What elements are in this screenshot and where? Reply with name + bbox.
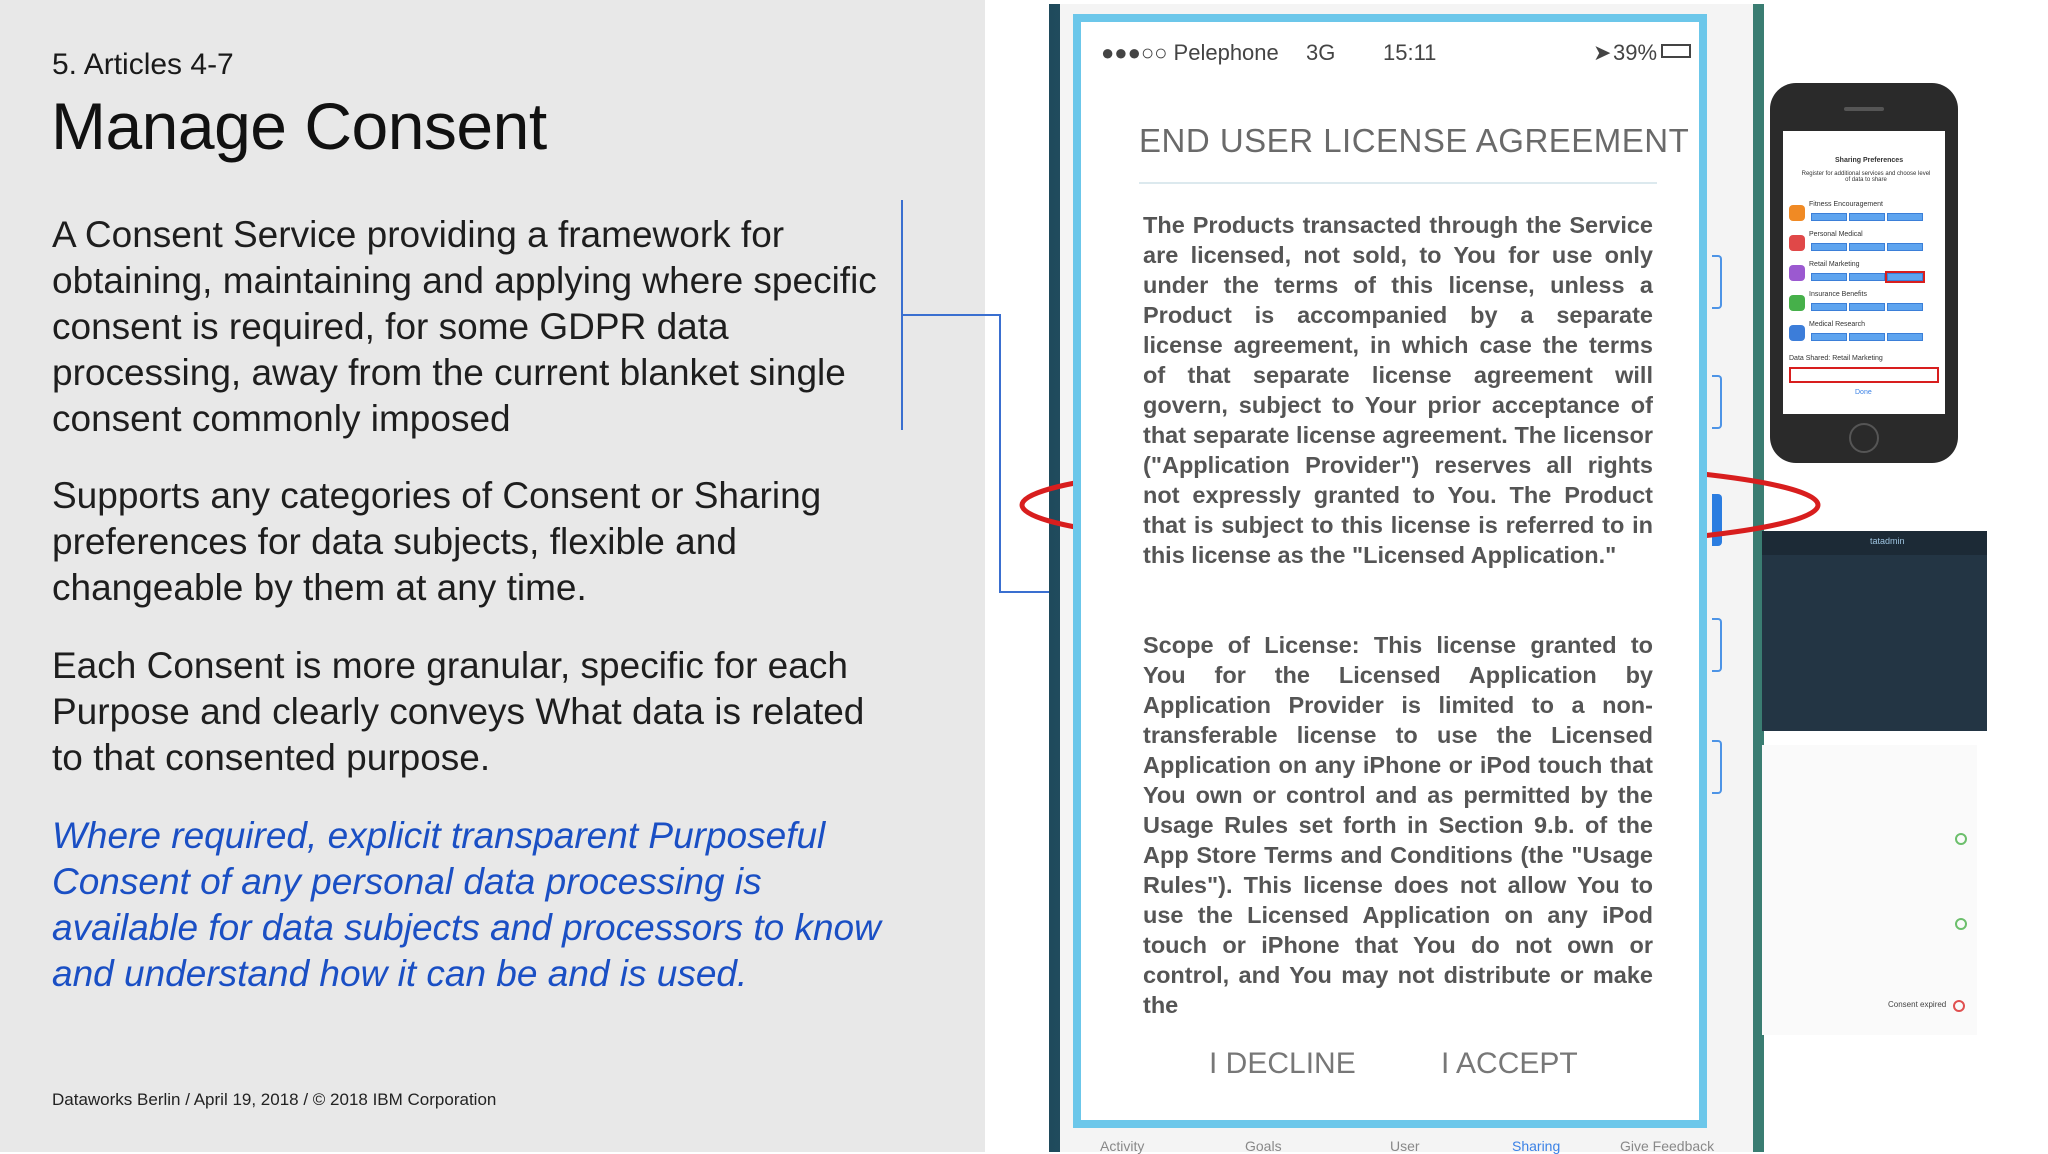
paragraph-highlight: Where required, explicit transparent Purposeful Consent of any personal data processing is available for data subjects and processors to know and understand how it can be and is used.	[52, 815, 881, 994]
status-bar	[1101, 40, 1691, 68]
accept-button[interactable]: I ACCEPT	[1441, 1047, 1578, 1080]
tab-give-feedback[interactable]: Give Feedback	[1620, 1138, 1715, 1154]
section-label: 5. Articles 4-7	[52, 48, 234, 81]
research-icon	[1789, 325, 1805, 341]
mini-segment[interactable]	[1811, 243, 1847, 251]
dashboard-dark-panel	[1762, 531, 1987, 731]
hidden-toggle-4	[1712, 618, 1722, 672]
insurance-icon	[1789, 295, 1805, 311]
network-label: 3G	[1306, 40, 1336, 65]
eula-title: END USER LICENSE AGREEMENT	[1139, 122, 1690, 159]
mini-segment[interactable]	[1849, 243, 1885, 251]
battery-label: 39%	[1613, 40, 1658, 65]
tab-user[interactable]: User	[1390, 1138, 1420, 1154]
medical-icon	[1789, 235, 1805, 251]
hidden-toggle-5	[1712, 740, 1722, 794]
iphone-mockup	[1770, 83, 1958, 463]
eula-divider	[1139, 182, 1657, 184]
battery-icon	[1661, 44, 1691, 58]
mini-row-label: Medical Research	[1809, 321, 1866, 328]
mini-segment[interactable]	[1887, 303, 1923, 311]
eula-paragraph-1: The Products transacted through the Service are licensed, not sold, to You for use only under the terms of this license, unless a Product is accompanied by a separate license agreement, in which case the terms of that separate license agreement will govern, subject to Your prior acceptance of that separate license agreement. The licensor ("Application Provider") reserves all rights not expressly granted to You. The Product that is subject to this license is referred to in this license as the "Licensed Application."	[1143, 212, 1653, 568]
slide-text-panel	[0, 0, 985, 1152]
check-icon	[1955, 918, 1967, 930]
decline-button[interactable]: I DECLINE	[1209, 1047, 1356, 1080]
mini-segment[interactable]	[1811, 303, 1847, 311]
mini-segment[interactable]	[1811, 333, 1847, 341]
consent-expired-label: Consent expired	[1888, 1000, 1947, 1009]
iphone-screen	[1783, 131, 1945, 414]
paragraph-categories: Supports any categories of Consent or Sharing preferences for data subjects, flexible and changeable by them at any time.	[52, 475, 822, 608]
speaker-icon	[1844, 107, 1884, 111]
fitness-icon	[1789, 205, 1805, 221]
mini-subtitle: Register for additional services and choose level of data to share	[1801, 171, 1931, 183]
mini-segment[interactable]	[1849, 333, 1885, 341]
mini-row-retail[interactable]	[1789, 261, 1939, 289]
hidden-toggle-2	[1712, 375, 1722, 429]
check-icon	[1955, 833, 1967, 845]
paragraph-consent-service: A Consent Service providing a framework for obtaining, maintaining and applying where specific consent is required, for some GDPR data processing, away from the current blanket single consent commonly imposed	[52, 214, 877, 439]
mini-row-fitness[interactable]	[1789, 201, 1939, 229]
eula-dialog	[1073, 14, 1707, 1128]
mini-row-research[interactable]	[1789, 321, 1939, 349]
location-icon: ➤	[1593, 40, 1612, 65]
mini-segment[interactable]	[1849, 213, 1885, 221]
mini-segment[interactable]	[1887, 333, 1923, 341]
mini-row-label: Personal Medical	[1809, 231, 1863, 238]
time-label: 15:11	[1383, 40, 1437, 65]
mini-done-button[interactable]: Done	[1855, 389, 1872, 396]
alert-icon	[1953, 1000, 1965, 1012]
mini-shared-box	[1789, 367, 1939, 383]
carrier-label: ●●●○○ Pelephone	[1101, 40, 1279, 65]
mini-segment[interactable]	[1849, 303, 1885, 311]
mini-row-label: Fitness Encouragement	[1809, 201, 1883, 208]
mini-segment[interactable]	[1887, 213, 1923, 221]
tab-activity[interactable]: Activity	[1100, 1138, 1145, 1154]
mini-segment-selected[interactable]	[1887, 273, 1923, 281]
mini-segment[interactable]	[1811, 273, 1847, 281]
paragraph-granular: Each Consent is more granular, specific for each Purpose and clearly conveys What data is related to that consented purpose.	[52, 645, 865, 778]
mini-row-label: Insurance Benefits	[1809, 291, 1867, 298]
mini-segment[interactable]	[1849, 273, 1885, 281]
mini-screen-title: Sharing Preferences	[1835, 157, 1904, 164]
slide-title: Manage Consent	[51, 89, 547, 163]
dashboard-user[interactable]: tatadmin	[1870, 536, 1905, 546]
mini-segment[interactable]	[1887, 243, 1923, 251]
hidden-toggle-3	[1712, 494, 1722, 546]
retail-icon	[1789, 265, 1805, 281]
mini-row-medical[interactable]	[1789, 231, 1939, 259]
tab-goals[interactable]: Goals	[1245, 1138, 1282, 1154]
tab-sharing[interactable]: Sharing	[1512, 1138, 1561, 1154]
mini-row-insurance[interactable]	[1789, 291, 1939, 319]
eula-paragraph-2: Scope of License: This license granted to You for the Licensed Application by Application Provider is limited to a non-transferable license to use the Licensed Application on any iPhone or iPod touch that You own or control and as permitted by the Usage Rules set forth in Section 9.b. of the App Store Terms and Conditions (the "Usage Rules"). This license does not allow You to use the Licensed Application on any iPod touch or iPhone that You do not own or control, and You may not distribute or make the	[1143, 632, 1653, 1018]
mini-shared-label: Data Shared: Retail Marketing	[1789, 355, 1883, 362]
slide-footer: Dataworks Berlin / April 19, 2018 / © 2018 IBM Corporation	[52, 1090, 497, 1109]
mini-segment[interactable]	[1811, 213, 1847, 221]
dashboard-list	[1762, 745, 1977, 1035]
mini-row-label: Retail Marketing	[1809, 261, 1860, 268]
hidden-toggle-1	[1712, 255, 1722, 309]
home-button-icon[interactable]	[1849, 423, 1879, 453]
